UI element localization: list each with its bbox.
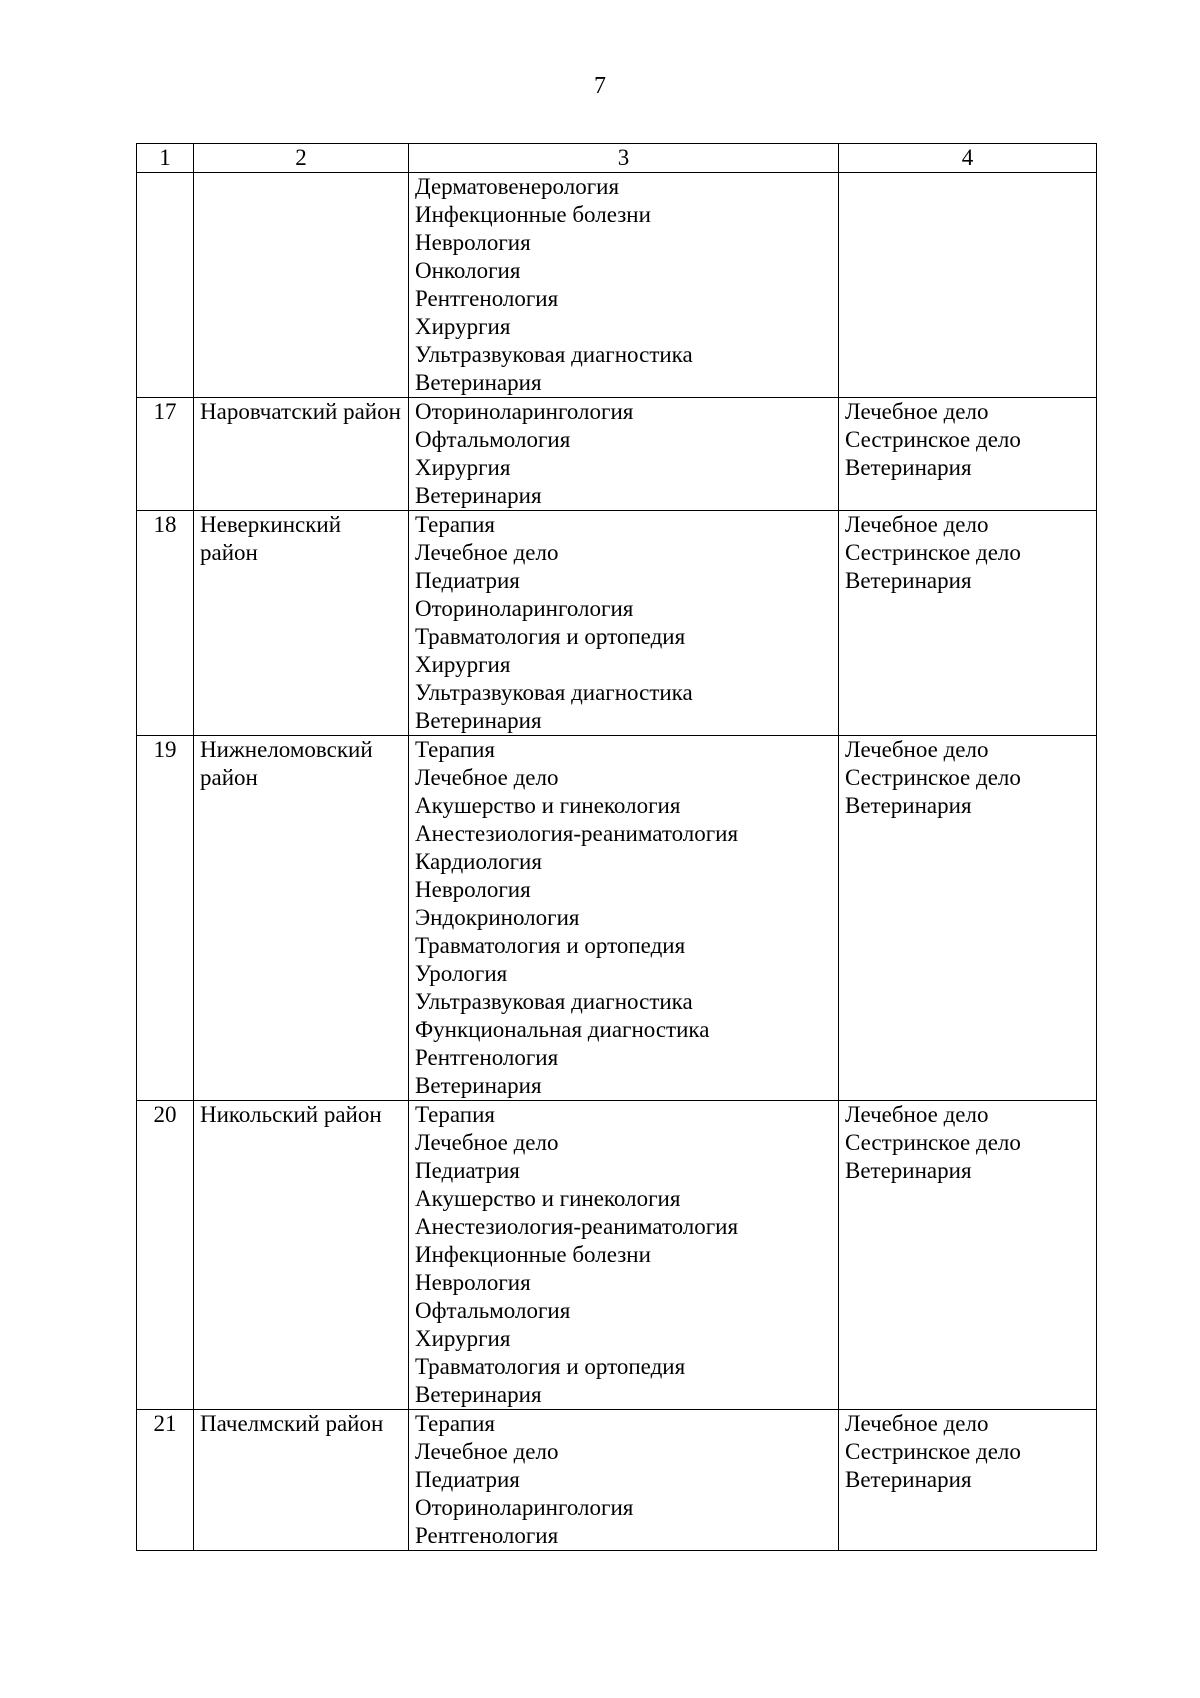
specialty-item: Терапия <box>415 512 495 537</box>
college-specialty-item: Сестринское дело <box>845 1439 1021 1464</box>
specialty-item: Офтальмология <box>415 427 571 452</box>
specialty-item: Неврология <box>415 877 531 902</box>
table-row <box>137 511 1097 736</box>
row-number-cell: 17 <box>137 398 194 511</box>
district-name: Никольский район <box>200 1102 382 1127</box>
table-header-row <box>137 144 1097 173</box>
specialty-item: Функциональная диагностика <box>415 1017 710 1042</box>
specialty-item: Акушерство и гинекология <box>415 793 681 818</box>
district-cell <box>194 398 409 511</box>
specialties-cell <box>409 1101 839 1410</box>
column-header-4: 4 <box>839 144 1097 173</box>
college-specialties-cell <box>839 398 1097 511</box>
specialty-item: Оториноларингология <box>415 596 634 621</box>
specialty-item: Лечебное дело <box>415 540 559 565</box>
specialty-item: Ветеринария <box>415 370 542 395</box>
college-specialty-item: Ветеринария <box>845 793 972 818</box>
table-row <box>137 1410 1097 1551</box>
college-specialties-cell <box>839 173 1097 398</box>
specialty-item: Педиатрия <box>415 1467 520 1492</box>
specialty-item: Инфекционные болезни <box>415 1242 651 1267</box>
specialty-item: Терапия <box>415 1102 495 1127</box>
specialty-item: Рентгенология <box>415 286 559 311</box>
specialty-item: Травматология и ортопедия <box>415 624 686 649</box>
specialty-item: Терапия <box>415 737 495 762</box>
college-specialties-cell <box>839 736 1097 1101</box>
district-cell <box>194 736 409 1101</box>
specialty-item: Рентгенология <box>415 1523 559 1548</box>
specialty-item: Урология <box>415 961 508 986</box>
specialty-item: Оториноларингология <box>415 1495 634 1520</box>
specialty-item: Эндокринология <box>415 905 580 930</box>
specialty-item: Кардиология <box>415 849 542 874</box>
college-specialty-item: Ветеринария <box>845 1467 972 1492</box>
specialty-item: Анестезиология-реаниматология <box>415 821 739 846</box>
specialty-item: Оториноларингология <box>415 399 634 424</box>
specialty-item: Ветеринария <box>415 483 542 508</box>
college-specialty-item: Ветеринария <box>845 455 972 480</box>
specialty-item: Акушерство и гинекология <box>415 1186 681 1211</box>
district-name: Наровчатский район <box>200 399 401 424</box>
specialty-item: Онкология <box>415 258 521 283</box>
college-specialty-item: Сестринское дело <box>845 765 1021 790</box>
district-cell <box>194 1101 409 1410</box>
column-header-1: 1 <box>137 144 194 173</box>
specialty-item: Ультразвуковая диагностика <box>415 989 693 1014</box>
table-row <box>137 736 1097 1101</box>
district-cell <box>194 511 409 736</box>
row-number-cell: 20 <box>137 1101 194 1410</box>
specialty-item: Ветеринария <box>415 708 542 733</box>
row-number-cell: 18 <box>137 511 194 736</box>
district-name: Пачелмский район <box>200 1411 384 1436</box>
specialty-item: Ультразвуковая диагностика <box>415 342 693 367</box>
specialty-item: Неврология <box>415 230 531 255</box>
college-specialties-cell <box>839 1101 1097 1410</box>
table-row <box>137 173 1097 398</box>
column-header-2: 2 <box>194 144 409 173</box>
specialty-item: Терапия <box>415 1411 495 1436</box>
specialty-item: Хирургия <box>415 455 511 480</box>
table-row <box>137 398 1097 511</box>
specialty-item: Ветеринария <box>415 1073 542 1098</box>
specialty-item: Ультразвуковая диагностика <box>415 680 693 705</box>
specialties-cell <box>409 398 839 511</box>
district-cell <box>194 173 409 398</box>
college-specialties-cell <box>839 1410 1097 1551</box>
specialty-item: Ветеринария <box>415 1382 542 1407</box>
specialty-item: Педиатрия <box>415 568 520 593</box>
specialty-item: Дерматовенерология <box>415 174 620 199</box>
specialty-item: Лечебное дело <box>415 1130 559 1155</box>
specialty-item: Лечебное дело <box>415 1439 559 1464</box>
college-specialty-item: Лечебное дело <box>845 1102 989 1127</box>
specialty-item: Инфекционные болезни <box>415 202 651 227</box>
college-specialty-item: Сестринское дело <box>845 1130 1021 1155</box>
district-name: Неверкинский район <box>200 512 342 565</box>
college-specialty-item: Лечебное дело <box>845 399 989 424</box>
college-specialty-item: Ветеринария <box>845 1158 972 1183</box>
specialty-item: Травматология и ортопедия <box>415 933 686 958</box>
specialties-cell <box>409 173 839 398</box>
specialty-item: Анестезиология-реаниматология <box>415 1214 739 1239</box>
specialty-item: Хирургия <box>415 1326 511 1351</box>
specialty-item: Рентгенология <box>415 1045 559 1070</box>
college-specialty-item: Лечебное дело <box>845 1411 989 1436</box>
row-number-cell: 19 <box>137 736 194 1101</box>
specialties-cell <box>409 736 839 1101</box>
specialty-item: Травматология и ортопедия <box>415 1354 686 1379</box>
specialty-item: Хирургия <box>415 652 511 677</box>
specialties-cell <box>409 511 839 736</box>
districts-table <box>136 143 1097 1551</box>
specialties-cell <box>409 1410 839 1551</box>
college-specialty-item: Лечебное дело <box>845 512 989 537</box>
row-number-cell <box>137 173 194 398</box>
page-number: 7 <box>594 73 606 99</box>
college-specialty-item: Ветеринария <box>845 568 972 593</box>
column-header-3: 3 <box>409 144 839 173</box>
specialty-item: Неврология <box>415 1270 531 1295</box>
district-name: Нижнеломовский район <box>200 737 373 790</box>
college-specialty-item: Сестринское дело <box>845 540 1021 565</box>
table-row <box>137 1101 1097 1410</box>
college-specialty-item: Лечебное дело <box>845 737 989 762</box>
row-number-cell: 21 <box>137 1410 194 1551</box>
specialty-item: Офтальмология <box>415 1298 571 1323</box>
specialty-item: Педиатрия <box>415 1158 520 1183</box>
specialty-item: Хирургия <box>415 314 511 339</box>
college-specialty-item: Сестринское дело <box>845 427 1021 452</box>
college-specialties-cell <box>839 511 1097 736</box>
district-cell <box>194 1410 409 1551</box>
specialty-item: Лечебное дело <box>415 765 559 790</box>
